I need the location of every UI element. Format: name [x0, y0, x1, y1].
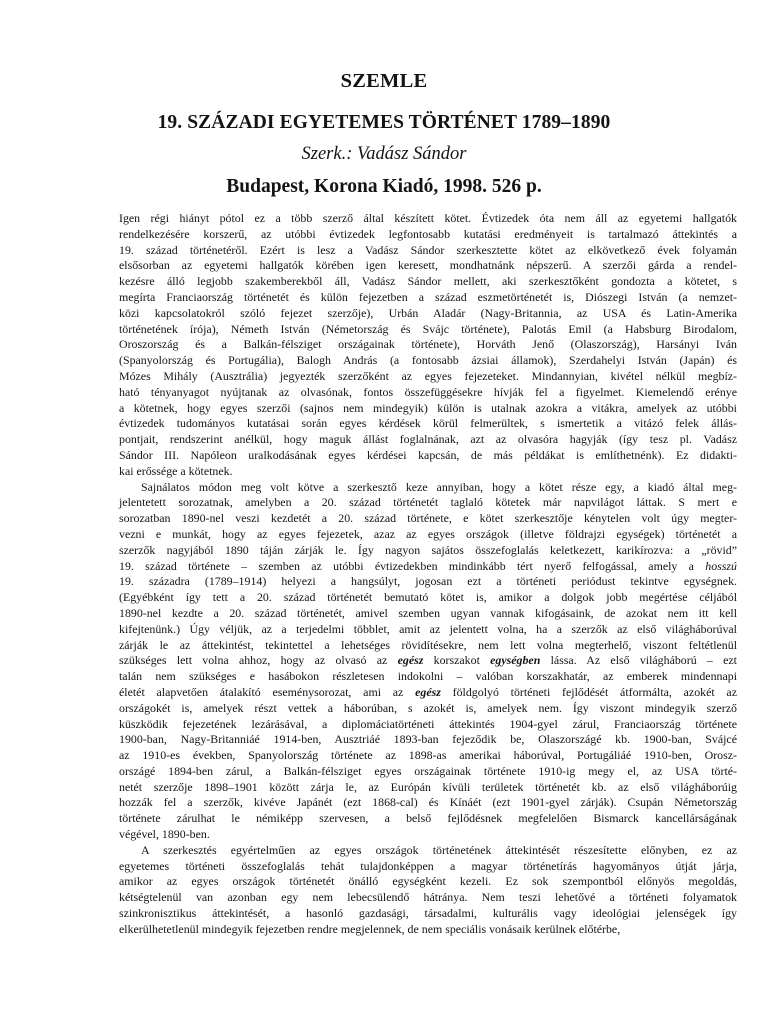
text-line: történetének írója), Németh István (Németország és Svájc története), Palotás Emil (a Habsburg Birodalom, — [119, 321, 737, 336]
text-line: kezésre álló legjobb szakemberekből áll, Vadász Sándor mellett, aki szerkesztőként gondozta a kötetet, s — [119, 274, 737, 289]
paragraph — [119, 843, 737, 938]
text-line: zárják le az áttekintést, tekintettel a lehetséges rövidítésekre, nem lett volna megterhelő, viszont feltétlenül — [119, 637, 737, 652]
text-line: Sajnálatos módon meg volt kötve a szerkesztő keze annyiban, hogy a kötet része egy, a kiadó által meg- — [141, 479, 737, 494]
text-line: netét szerzője 1898–1901 között zárja le, az Európán kívüli területek történetét kb. az első világháborúig — [119, 779, 737, 794]
text-line: elsősorban az egyetemi hallgatók körében igen keresett, mondhatnánk népszerű. A szerzői gárda a rendel- — [119, 258, 737, 273]
text-line: kétségtelenül van azonban egy nem lebecsülendő hátránya. Nem teszi lehetővé a történeti folyamatok — [119, 890, 737, 905]
text-line: kai erőssége a kötetnek. — [119, 463, 233, 478]
text-line: Oroszország és a Balkán-félsziget országainak története), Horváth Jenő (Olaszország), Harsányi Iván — [119, 337, 737, 352]
text-line: hozzák fel a szerzők, kivéve Japánét (ezt 1868-cal) és Kínáét (ezt 1901-gyel zárják). Csupán Németország — [119, 795, 737, 810]
text-line: rendelkezésére korszerű, az utóbbi évtizedek legfontosabb kutatási eredményeit is tartalmazó áttekintés a — [119, 226, 737, 241]
text-line: jelentetett sorozatnak, amelyben a 20. század történetét taglaló kötetek már napvilágot láttak. S mert e — [119, 495, 737, 510]
text-line: 1890-nel kezdte a 20. század történetét, amivel szemben ugyan vannak kifogásaink, de azokat nem itt kell — [119, 605, 737, 620]
text-line: szükséges lett volna ahhoz, hogy az olvasó az egész korszakot egységben lássa. Az első világháború – ezt — [119, 653, 737, 668]
text-line: országé 1894-ben zárul, a Balkán-félsziget egyes országainak története 1910-ig megy el, az USA törté- — [119, 763, 737, 778]
text-line: szerzők nagyjából 1890 táján zárják le. Így nagyon sajátos összefoglalás keletkezett, karikírozva: a „rövid” — [119, 542, 737, 557]
text-line: 1900-ban, Nagy-Britanniáé 1914-ben, Ausztriáé 1893-ban fejeződik be, Olaszországé kb. 1900-ban, Svájcé — [119, 732, 737, 747]
text-line: végével, 1890-ben. — [119, 827, 210, 842]
text-line: elkerülhetetlenül mindegyik fejezetben rendre megjelennek, de nem speciális vonásaik kerülnek előtérbe, — [119, 921, 621, 936]
text-line: amikor az egyes országok történetét önálló egységként kezeli. Ez sok szempontból előnyös megoldás, — [119, 874, 737, 889]
text-line: ható tényanyagot nyújtanak az olvasónak, fontos összefüggésekre hívják fel a figyelmet. Kiemelendő erénye — [119, 384, 737, 399]
text-line: A szerkesztés egyértelműen az egyes országok történetének áttekintését részesítette előnyben, ez az — [141, 842, 737, 857]
section-heading: SZEMLE — [340, 70, 428, 92]
paragraph — [119, 211, 737, 480]
text-line: pontjait, rendszerint anélkül, hogy maguk állást foglalnának, azt az olvasóra hagyják (így tesz pl. Vadász — [119, 432, 737, 447]
text-line: országokét is, amelyek részt vettek a háborúban, s azokét is, amelyek nem. Így viszont mindegyik szerző — [119, 700, 737, 715]
text-line: 19. század történetéről. Ezért is lesz a Vadász Sándor szerkesztette kötet az elkövetkező évek folyamán — [119, 242, 737, 257]
book-title: 19. SZÁZADI EGYETEMES TÖRTÉNET 1789–1890 — [157, 112, 611, 133]
text-line: szinkronisztikus áttekintését, a hasonló gazdasági, társadalmi, kulturális vagy ideológiai jelenségek így — [119, 906, 737, 921]
text-line: Igen régi hiányt pótol ez a több szerző által készített kötet. Évtizedek óta nem áll az egyetemi hallgatók — [119, 211, 737, 225]
text-line: Mózes Mihály (Ausztrália) jegyezték szerzőként az egyes fejezeteket. Mindannyian, kivétel nélkül megbíz- — [119, 368, 737, 383]
text-line: kifejtenünk.) Úgy véljük, az a terjedelmi többlet, amit az jelentett volna, ha a szerzők az első világháborúval — [119, 621, 737, 636]
text-line: (Spanyolország és Portugália), Balogh András (a fontosabb ázsiai államok), Szerdahelyi István (Japán) és — [119, 353, 737, 368]
text-line: 19. századra (1789–1914) helyezi a hangsúlyt, jogosan ezt a történeti periódust tekintve egységnek. — [119, 574, 737, 589]
editor-line: Szerk.: Vadász Sándor — [301, 144, 467, 164]
text-line: egyetemes történeti összefoglalás tehát tulajdonképpen a magyar történetírás hagyományos útját járja, — [119, 858, 737, 873]
text-line: Sándor III. Napóleon uralkodásának egyes kérdései kapcsán, de más példákat is említhetnénk). Ez didakti- — [119, 447, 737, 462]
text-line: sorozatban 1890-nel veszi kezdetét a 20. század története, e kötet szerkesztője kénytelen volt úgy megter- — [119, 511, 737, 526]
paragraph — [119, 480, 737, 843]
text-line: története zárulhat le némiképp szervesen, a belső fejlődésnek megfelelően Bismarck kancellárságának — [119, 811, 737, 826]
text-line: küszködik fejezetének lezárásával, a diplomáciatörténeti áttekintés 1904-gyel zárul, Franciaország története — [119, 716, 737, 731]
text-line: talán nem szükséges e hasábokon részletesen indokolni – valóban korszakhatár, az emberek mindennapi — [119, 669, 737, 684]
text-line: (Egyébként így tett a 20. század történetét bemutató kötet is, amikor a dolgok jobb megértése céljából — [119, 590, 737, 605]
text-line: megírta Franciaország történetét és külön fejezetben a század eszmetörténetét is, Diószegi István (a nemzet- — [119, 289, 737, 304]
text-line: életét alapvetően átalakító eseménysorozat, ami az egész földgolyó történeti fejlődését átformálta, azokét az — [119, 684, 737, 699]
text-line: a kötetnek, hogy egyes szerzői (sajnos nem mindegyik) külön is utalnak azokra a vitákra, amelyek az utóbbi — [119, 400, 737, 415]
review-body — [119, 211, 737, 938]
text-line: 19. század története – szemben az utóbbi évtizedekben mindinkább tért nyerő felfogással, amely a hosszú — [119, 558, 737, 573]
text-line: évtizedek tudományos kutatásai során egyes kérdések körül felmerültek, s ismertetik a vitázó felek állás- — [119, 416, 737, 431]
text-line: közi kapcsolatokról szóló fejezet szerzője), Urbán Aladár (Nagy-Britannia, az USA és Latin-Amerika — [119, 305, 737, 320]
publication-info: Budapest, Korona Kiadó, 1998. 526 p. — [226, 176, 542, 197]
text-line: vezni e munkát, hogy az egyes fejezetek, azaz az egyes országok (illetve földrajzi egységek) történetét a — [119, 526, 737, 541]
text-line: az 1910-es években, Spanyolország története az 1898-as amerikai háborúval, Portugáliáé 1910-ben, Orosz- — [119, 748, 737, 763]
